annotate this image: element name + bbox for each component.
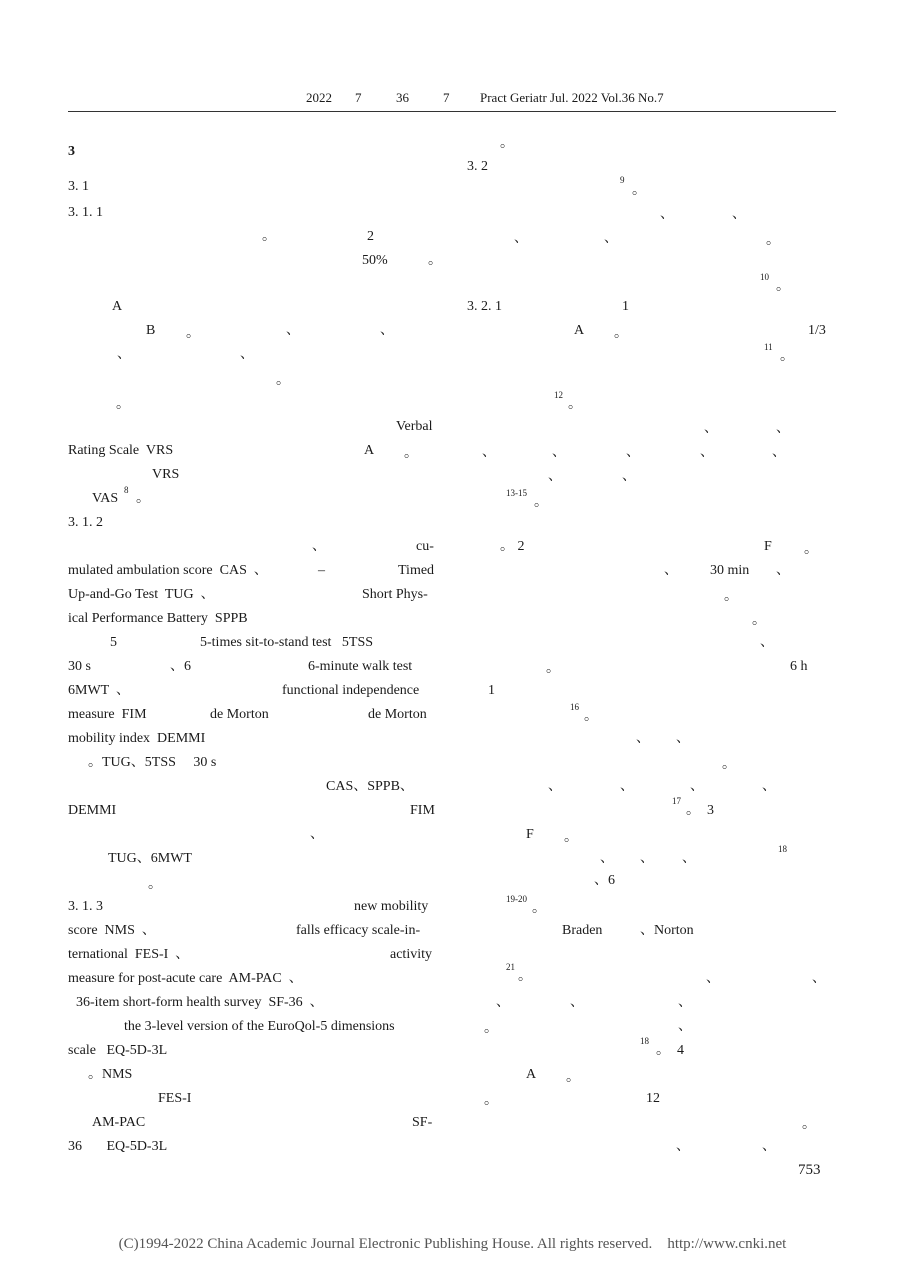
text-fragment: FES-I xyxy=(158,1091,192,1106)
text-fragment: 。 xyxy=(404,446,418,461)
text-fragment: 。 xyxy=(276,373,290,388)
subsection-heading-3-1-3: 3. 1. 3 xyxy=(68,899,103,914)
text-fragment: score NMS 、 xyxy=(68,923,156,938)
text-fragment: 、6 xyxy=(170,659,191,674)
citation-superscript: 18 xyxy=(778,844,787,854)
text-fragment: 、 xyxy=(678,995,692,1010)
text-fragment: 。 xyxy=(614,326,628,341)
text-fragment: 、 xyxy=(240,347,254,362)
text-fragment: 、 xyxy=(636,731,650,746)
text-fragment: 、 xyxy=(640,851,654,866)
text-fragment: 、 xyxy=(312,539,326,554)
text-fragment: – xyxy=(318,563,325,578)
text-fragment: 、 xyxy=(760,635,774,650)
text-fragment: 、 xyxy=(117,347,131,362)
citation-superscript: 17 xyxy=(672,796,681,806)
header-issue: 7 xyxy=(443,90,450,105)
text-fragment: 36 EQ-5D-3L xyxy=(68,1139,168,1154)
section-heading-3: 3 xyxy=(68,144,75,159)
text-fragment: 、 xyxy=(570,995,584,1010)
text-fragment: 。 xyxy=(428,253,442,268)
text-fragment: 、 xyxy=(772,445,786,460)
text-fragment: 、 xyxy=(622,469,636,484)
text-fragment: 、 xyxy=(380,323,394,338)
text-fragment: new mobility xyxy=(354,899,429,914)
citation-superscript: 21 xyxy=(506,962,515,972)
text-fragment: A xyxy=(364,443,375,458)
text-fragment: 、 xyxy=(676,1139,690,1154)
text-fragment: 。 xyxy=(584,709,598,724)
text-fragment: 。 xyxy=(724,589,738,604)
text-fragment: 5-times sit-to-stand test 5TSS xyxy=(200,635,374,650)
text-fragment: 。 xyxy=(802,1117,816,1132)
text-fragment: 。 xyxy=(780,349,794,364)
text-fragment: 。 xyxy=(500,136,514,151)
text-fragment: 、 xyxy=(310,827,324,842)
text-fragment: 、6 xyxy=(594,873,615,888)
text-fragment: 6MWT 、 xyxy=(68,683,130,698)
text-fragment: 。 xyxy=(722,757,736,772)
text-fragment: ical Performance Battery SPPB xyxy=(68,611,248,626)
subsection-heading-3-1-1: 3. 1. 1 xyxy=(68,205,103,220)
header-month: 7 xyxy=(355,90,362,105)
text-fragment: SF- xyxy=(412,1115,433,1130)
citation-superscript: 12 xyxy=(554,390,563,400)
copyright-footer xyxy=(0,1236,905,1253)
text-fragment: 、 xyxy=(548,779,562,794)
text-fragment: 。 4 xyxy=(656,1043,684,1058)
text-fragment: TUG、6MWT xyxy=(108,851,192,866)
text-fragment: 、 xyxy=(706,971,720,986)
text-fragment: 。NMS xyxy=(88,1067,133,1082)
text-fragment: DEMMI xyxy=(68,803,117,818)
text-fragment: Short Phys- xyxy=(362,587,428,602)
footer-url[interactable]: http://www.cnki.net xyxy=(667,1236,787,1252)
text-fragment: 、 xyxy=(482,445,496,460)
text-fragment: 、 xyxy=(676,731,690,746)
text-fragment: 。 2 xyxy=(500,539,525,554)
text-fragment: 。 xyxy=(766,233,780,248)
text-fragment: 。TUG、5TSS 30 s xyxy=(88,755,217,770)
text-fragment: 。 xyxy=(568,397,582,412)
text-fragment: 、 xyxy=(548,469,562,484)
text-fragment: B xyxy=(146,323,156,338)
subsection-heading-3-2: 3. 2 xyxy=(467,159,488,174)
text-fragment: VRS xyxy=(152,467,180,482)
text-fragment: scale EQ-5D-3L xyxy=(68,1043,168,1058)
subsection-heading-3-2-1: 3. 2. 1 xyxy=(467,299,502,314)
text-fragment: 。 xyxy=(262,229,276,244)
text-fragment: 、 xyxy=(604,231,618,246)
text-fragment: activity xyxy=(390,947,432,962)
text-fragment: 、 xyxy=(552,445,566,460)
text-fragment: 。 xyxy=(518,969,532,984)
header-rule xyxy=(68,111,836,112)
text-fragment: Up-and-Go Test TUG 、 xyxy=(68,587,215,602)
text-fragment: F xyxy=(526,827,534,842)
citation-superscript: 16 xyxy=(570,702,579,712)
text-fragment: 、 xyxy=(776,421,790,436)
text-fragment: FIM xyxy=(410,803,435,818)
text-fragment: 。 xyxy=(532,901,546,916)
text-fragment: 12 xyxy=(646,1091,660,1106)
text-fragment: 、 xyxy=(664,563,678,578)
citation-superscript: 13-15 xyxy=(506,488,527,498)
text-fragment: 。 xyxy=(546,661,560,676)
text-fragment: Braden xyxy=(562,923,603,938)
text-fragment: 、 xyxy=(496,995,510,1010)
text-fragment: 、 xyxy=(514,231,528,246)
text-fragment: A xyxy=(574,323,585,338)
text-fragment: 1 xyxy=(488,683,495,698)
text-fragment: Timed xyxy=(398,563,435,578)
text-fragment: 50% xyxy=(362,253,388,268)
text-fragment: AM-PAC xyxy=(92,1115,146,1130)
text-fragment: F xyxy=(764,539,772,554)
text-fragment: 。 xyxy=(484,1093,498,1108)
text-fragment: 、Norton xyxy=(640,923,694,938)
text-fragment: 。 3 xyxy=(686,803,714,818)
text-fragment: measure FIM xyxy=(68,707,147,722)
text-fragment: 、 xyxy=(704,421,718,436)
text-fragment: ternational FES-I 、 xyxy=(68,947,190,962)
text-fragment: 。 xyxy=(484,1021,498,1036)
running-header xyxy=(0,90,905,110)
text-fragment: 。 xyxy=(566,1070,580,1085)
text-fragment: falls efficacy scale-in- xyxy=(296,923,421,938)
citation-superscript: 8 xyxy=(124,485,129,495)
text-fragment: 5 xyxy=(110,635,117,650)
text-fragment: cu- xyxy=(416,539,434,554)
text-fragment: 30 s xyxy=(68,659,91,674)
text-fragment: functional independence xyxy=(282,683,420,698)
text-fragment: 。 xyxy=(632,183,646,198)
header-volume: 36 xyxy=(396,90,409,105)
citation-superscript: 19-20 xyxy=(506,894,527,904)
text-fragment: VAS xyxy=(92,491,119,506)
text-fragment: de Morton xyxy=(368,707,427,722)
text-fragment: 、 xyxy=(776,563,790,578)
copyright-text: (C)1994-2022 China Academic Journal Electronic Publishing House. All rights reserved. xyxy=(118,1236,653,1252)
citation-superscript: 11 xyxy=(764,342,773,352)
text-fragment: 。 xyxy=(564,830,578,845)
text-fragment: 1 xyxy=(622,299,629,314)
text-fragment: measure for post-acute care AM-PAC 、 xyxy=(68,971,303,986)
subsection-heading-3-1-2: 3. 1. 2 xyxy=(68,515,103,530)
text-fragment: 、 xyxy=(678,1019,692,1034)
text-fragment: 36-item short-form health survey SF-36 、 xyxy=(76,995,324,1010)
text-fragment: 、 xyxy=(700,445,714,460)
text-fragment: 、 xyxy=(762,1139,776,1154)
citation-superscript: 9 xyxy=(620,175,625,185)
text-fragment: 。 xyxy=(116,397,130,412)
page-number: 753 xyxy=(798,1162,821,1178)
text-fragment: Rating Scale VRS xyxy=(68,443,174,458)
text-fragment: 、 xyxy=(762,779,776,794)
text-fragment: 、 xyxy=(732,207,746,222)
text-fragment: 、 xyxy=(660,207,674,222)
header-journal: Pract Geriatr Jul. 2022 Vol.36 No.7 xyxy=(480,90,664,105)
text-fragment: A xyxy=(112,299,123,314)
text-fragment: 。 xyxy=(136,491,150,506)
citation-superscript: 18 xyxy=(640,1036,649,1046)
header-year: 2022 xyxy=(306,90,332,105)
text-fragment: 。 xyxy=(148,877,162,892)
text-fragment: 、 xyxy=(690,779,704,794)
text-fragment: 。 xyxy=(804,542,818,557)
text-fragment: 、 xyxy=(286,323,300,338)
text-fragment: 6-minute walk test xyxy=(308,659,413,674)
text-fragment: mobility index DEMMI xyxy=(68,731,206,746)
text-fragment: 。 xyxy=(776,279,790,294)
text-fragment: 、 xyxy=(600,851,614,866)
citation-superscript: 10 xyxy=(760,272,769,282)
subsection-heading-3-1: 3. 1 xyxy=(68,179,89,194)
text-fragment: the 3-level version of the EuroQol-5 dimensions xyxy=(124,1019,395,1034)
text-fragment: 、 xyxy=(626,445,640,460)
text-fragment: Verbal xyxy=(396,419,433,434)
text-fragment: CAS、SPPB、 xyxy=(326,779,414,794)
text-fragment: 、 xyxy=(812,971,826,986)
text-fragment: 2 xyxy=(367,229,374,244)
text-fragment: A xyxy=(526,1067,537,1082)
text-fragment: mulated ambulation score CAS 、 xyxy=(68,563,268,578)
text-fragment: 、 xyxy=(620,779,634,794)
text-fragment: 。 xyxy=(186,326,200,341)
text-fragment: 。 xyxy=(534,495,548,510)
text-fragment: 、 xyxy=(682,851,696,866)
text-fragment: 30 min xyxy=(710,563,750,578)
text-fragment: 1/3 xyxy=(808,323,826,338)
text-fragment: 。 xyxy=(752,613,766,628)
text-fragment: 6 h xyxy=(790,659,808,674)
text-fragment: de Morton xyxy=(210,707,269,722)
